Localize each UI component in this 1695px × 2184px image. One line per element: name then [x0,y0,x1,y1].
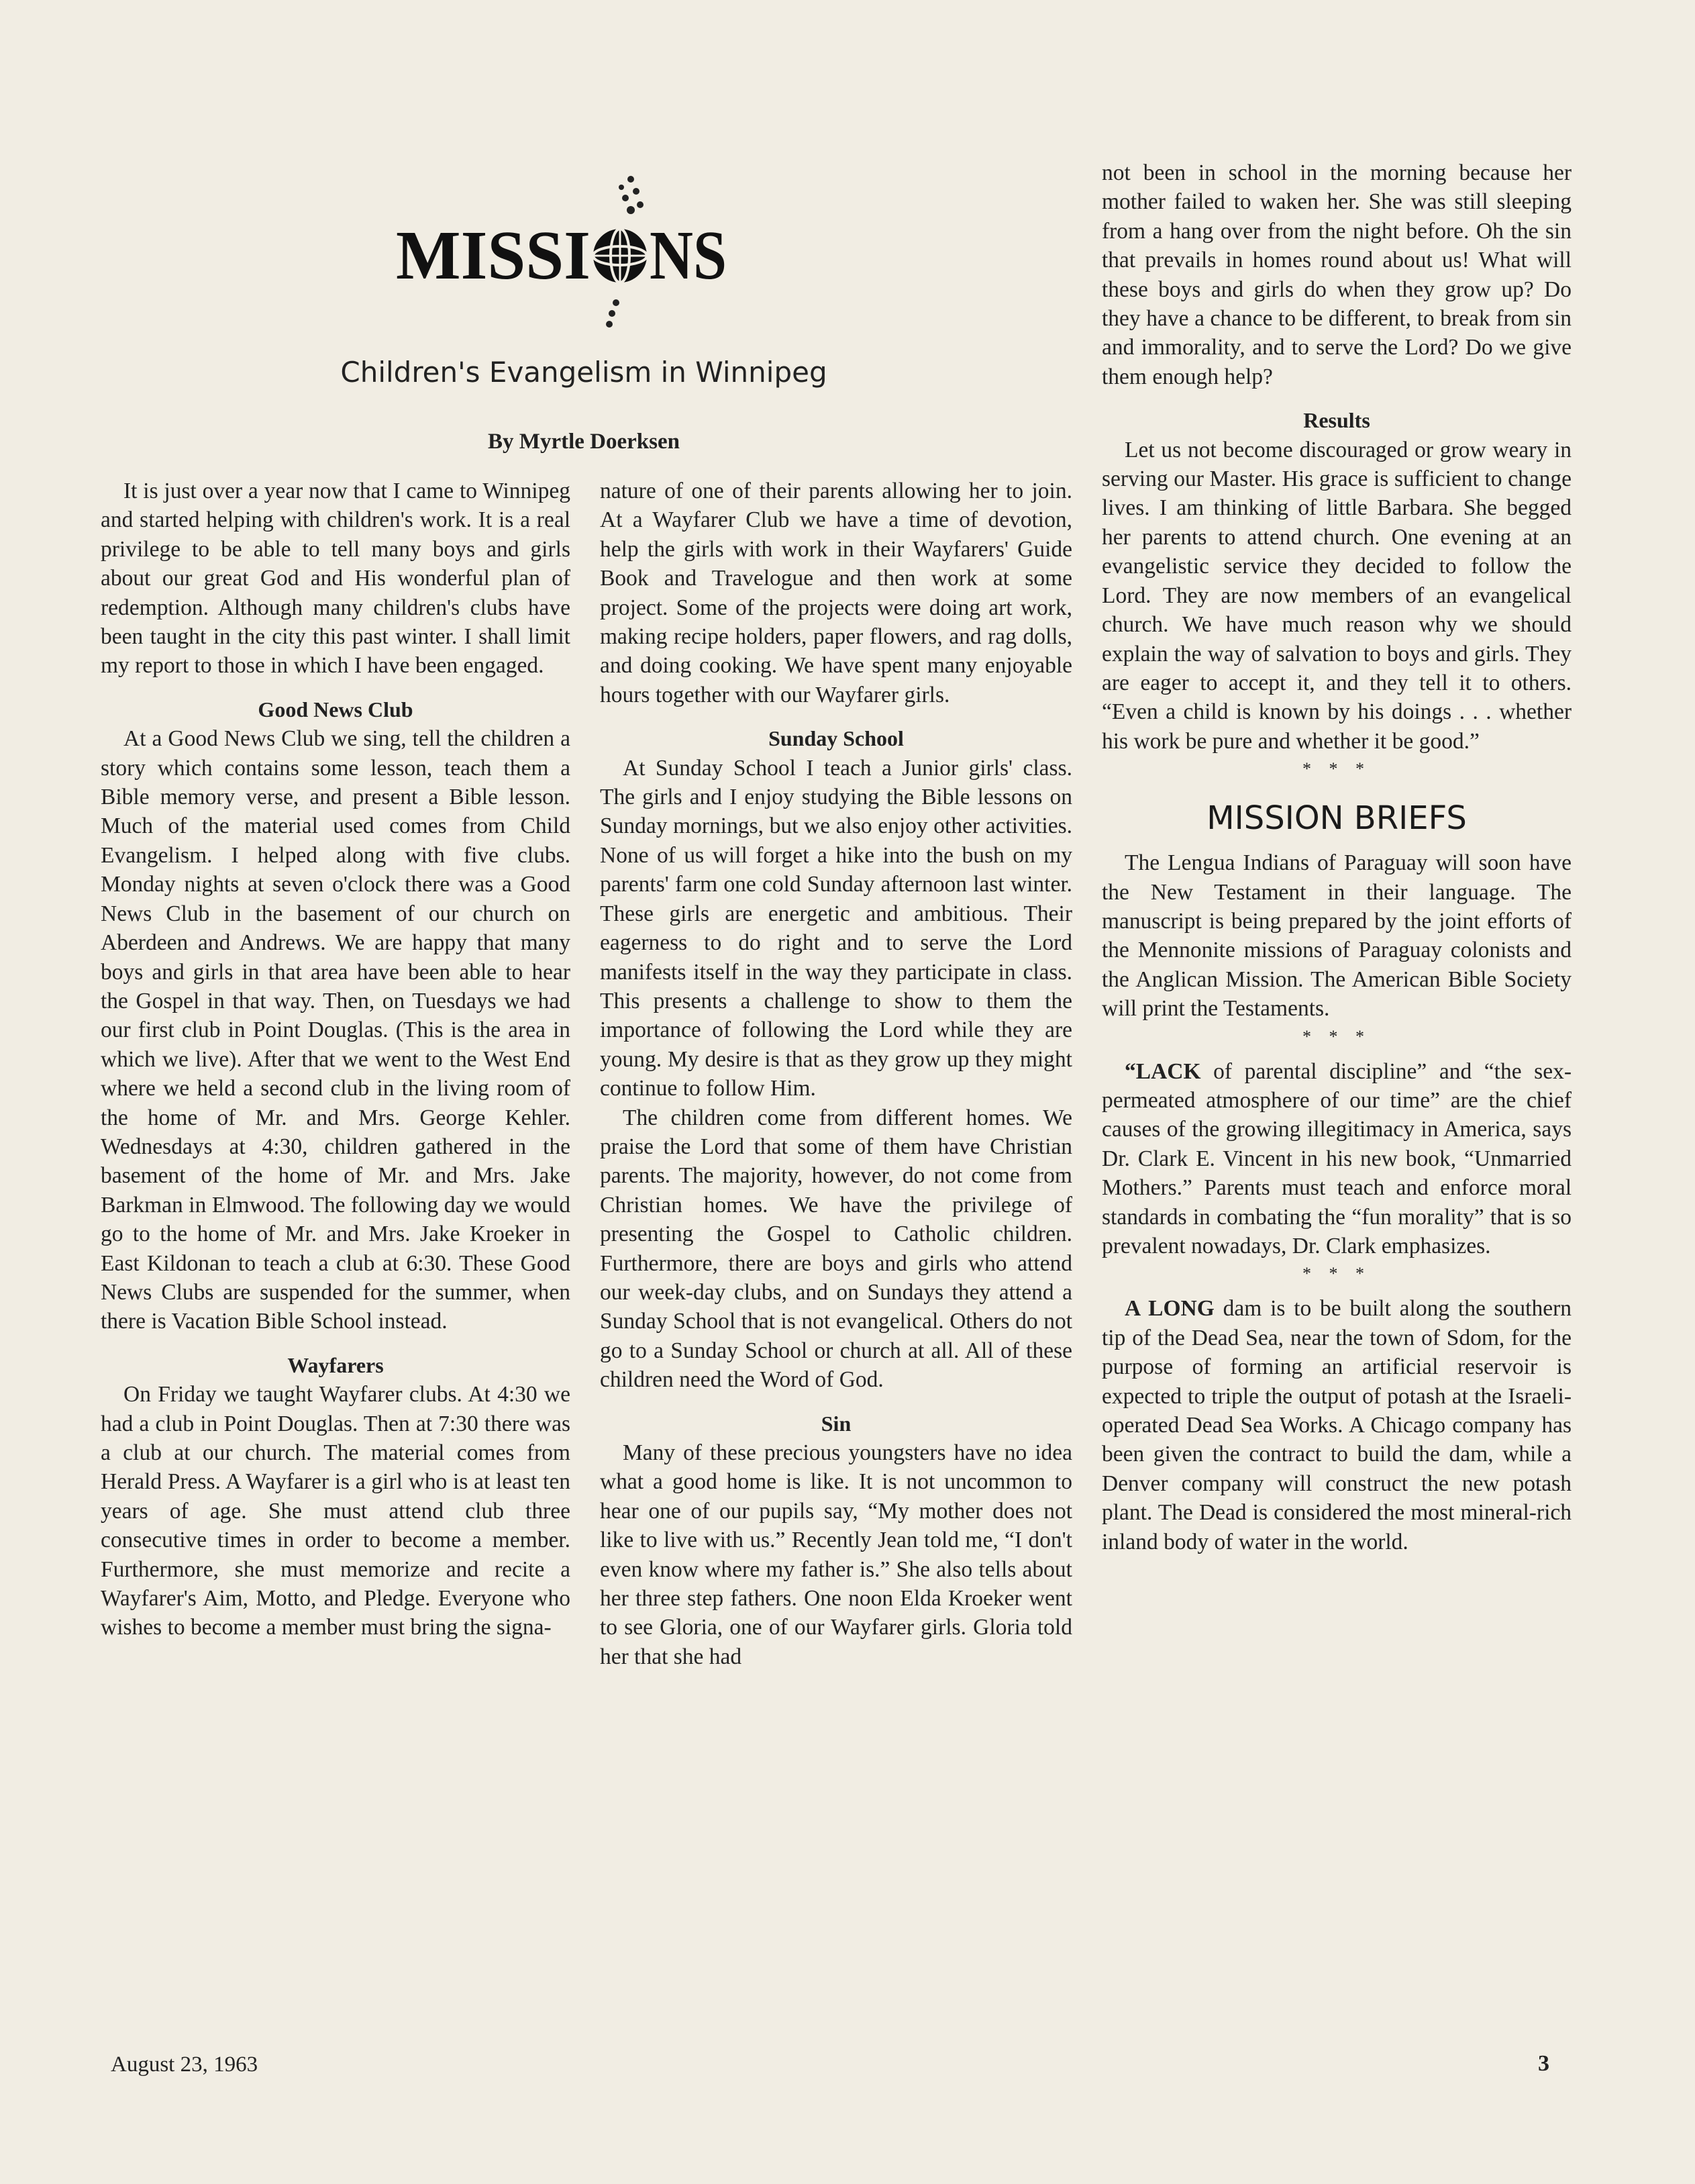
page-number: 3 [1538,2051,1549,2076]
article-column-2 [600,477,1072,1671]
heading-wayfarers: Wayfarers [287,1352,384,1377]
masthead-text [376,171,725,332]
svg-text:NS: NS [650,217,727,294]
article-byline: By Myrtle Doerksen [488,430,680,454]
missions-masthead [376,171,725,332]
paragraph-good-news: At a Good News Club we sing, tell the children a story which contains some lesson, teach them a Bible memory verse, and present a Bible lesson. Much of the material used comes from Child Evangelism. I helped along with five clubs. Monday nights at seven o'clock there was a Good News Club in the basement of our church on Aberdeen and Andrews. We are happy that many boys and girls in that area have been able to hear the Gospel in that way. Then, on Tuesdays we had our first club in Point Douglas. (This is the area in which we live). After that we went to the West End where we held a second club in the living room of the home of Mr. and Mrs. George Kehler. Wednesdays at 4:30, children gathered in the basement of the home of Mr. and Mrs. Jake Barkman in Elmwood. The following day we would go to the home of Mr. and Mrs. Jake Kroeker in East Kildonan to teach a club at 6:30. These Good News Clubs are suspended for the summer, when there is Vacation Bible School instead. [101,726,570,1334]
paragraph-wayfarers: On Friday we taught Wayfarer clubs. At 4:30 we had a club in Point Douglas. Then at 7:30 there was a club at our church. The material comes from Herald Press. A Wayfarer is a girl who is at least ten years of age. She must attend club three consecutive times in order to become a member. Furthermore, she must memorize and recite a Wayfarer's Aim, Motto, and Pledge. Everyone who wishes to become a member must bring the signa- [101,1382,570,1640]
section-separator: * * * [1302,759,1371,779]
brief-lead: “LACK [1125,1058,1201,1084]
mission-briefs-title: MISSION BRIEFS [1206,799,1467,838]
article-column-3 [1102,158,1572,1556]
paragraph-sin-cont: not been in school in the morning because her mother failed to waken her. She was still sleeping from a hang over from the night before. Oh the sin that prevails in homes round about us! What will these boys and girls do when they grow up? Do they have a chance to be different, to break from sin and immorality, and to serve the Lord? Do we give them enough help? [1102,160,1572,389]
brief-separator: * * * [1302,1264,1371,1284]
heading-good-news-club: Good News Club [258,697,413,722]
issue-date: August 23, 1963 [111,2052,258,2077]
article-title: Children's Evangelism in Winnipeg [340,356,827,389]
brief-body: of parental discipline” and “the sex-permeated atmosphere of our time” are the chief causes of the growing illegitimacy in America, says Dr. Clark E. Vincent in his new book, “Unmarried Mothers.” Parents must teach and enforce moral standards in combating the “fun morality” that is so prevalent nowadays, Dr. Clark emphasizes. [1102,1058,1572,1258]
article-column-1 [101,477,570,1642]
svg-text:MISSI: MISSI [396,217,590,294]
paragraph-sin: Many of these precious youngsters have no idea what a good home is like. It is not uncommon to hear one of our pupils say, “My mother does not like to live with us.” Recently Jean told me, “I don't even know where my father is.” She also tells about her three step fathers. One noon Elda Kroeker went to see Gloria, one of our Wayfarer girls. Gloria told her that she had [600,1440,1072,1669]
brief-lack-discipline [1102,1057,1572,1261]
paragraph-results: Let us not become discouraged or grow weary in serving our Master. His grace is sufficient to change lives. I am thinking of little Barbara. She begged her parents to attend church. One evening at an evangelistic service they decided to follow the Lord. They are now members of an evangelical church. We have much reason why we should explain the way of salvation to boys and girls. They are eager to accept it, and they tell it to others. “Even a child is known by his doings . . . whether his work be pure and whether it be good.” [1102,437,1572,754]
paragraph-sunday-school: At Sunday School I teach a Junior girls' class. The girls and I enjoy studying the Bible lessons on Sunday mornings, but we also enjoy other activities. None of us will forget a hike into the bush on my parents' farm one cold Sunday afternoon last winter. These girls are energetic and ambitious. Their eagerness to do right and to serve the Lord manifests itself in the way they participate in class. This presents a challenge to show to them the importance of following the Lord while they are young. My desire is that as they grow up they might continue to follow Him. [600,755,1072,1101]
brief-lengua: The Lengua Indians of Paraguay will soon have the New Testament in their language. The manuscript is being prepared by the joint efforts of the Mennonite missions of Paraguay colonists and the Anglican Mission. The American Bible Society will print the Testaments. [1102,850,1572,1022]
paragraph-intro: It is just over a year now that I came to Winnipeg and started helping with children's work. It is a real privilege to be able to tell many boys and girls about our great God and His wonderful plan of redemption. Although many children's clubs have been taught in the city this past winter. I shall limit my report to those in which I have been engaged. [101,479,570,679]
brief-body: dam is to be built along the southern tip of the Dead Sea, near the town of Sdom, for the purpose of forming an artificial reservoir is expected to triple the output of potash at the Israeli-operated Dead Sea Works. A Chicago company has been given the contract to build the dam, while a Denver company will construct the new potash plant. The Dead is considered the most mineral-rich inland body of water in the world. [1102,1296,1572,1554]
brief-separator: * * * [1302,1026,1371,1046]
heading-sunday-school: Sunday School [768,726,904,751]
heading-results: Results [1303,408,1370,433]
paragraph-wayfarers-cont: nature of one of their parents allowing her to join. At a Wayfarer Club we have a time of devotion, help the girls with work in their Wayfarers' Guide Book and Travelogue and then work at some project. Some of the projects were doing art work, making recipe holders, paper flowers, and rag dolls, and doing cooking. We have spent many enjoyable hours together with our Wayfarer girls. [600,479,1072,707]
brief-dead-sea-dam [1102,1294,1572,1556]
paragraph-homes: The children come from different homes. We praise the Lord that some of them have Christian parents. The majority, however, do not come from Christian homes. We have the privilege of presenting the Gospel to Catholic children. Furthermore, there are boys and girls who attend our week-day clubs, and on Sundays they attend a Sunday School that is not evangelical. Others do not go to a Sunday School or church at all. All of these children need the Word of God. [600,1105,1072,1393]
brief-lead: A LONG [1125,1296,1215,1322]
heading-sin: Sin [821,1411,852,1436]
